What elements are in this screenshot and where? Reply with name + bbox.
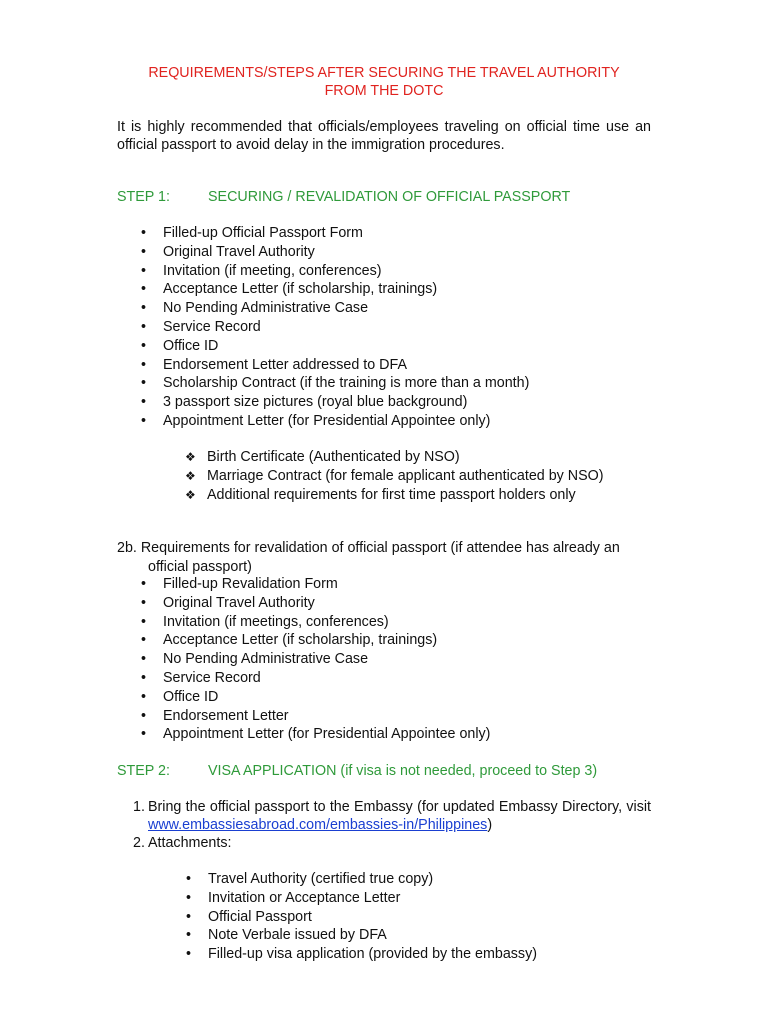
list-item: • Invitation (if meeting, conferences) (117, 262, 529, 281)
list-item: • Scholarship Contract (if the training is more than a month) (117, 374, 529, 393)
visa-step-1-number: 1. (133, 799, 145, 815)
step2b-requirements-list (117, 575, 490, 744)
step2b-intro (117, 539, 657, 577)
visa-step-1-end: ) (487, 817, 493, 833)
list-item: • Travel Authority (certified true copy) (162, 870, 537, 889)
list-item: • Filled-up Revalidation Form (117, 575, 490, 594)
embassy-directory-link[interactable]: www.embassiesabroad.com/embassies-in/Philippines (148, 817, 488, 833)
step2b-intro-line-2: official passport) (148, 558, 252, 575)
list-item: • No Pending Administrative Case (117, 650, 490, 669)
visa-step-2-number: 2. (133, 835, 145, 851)
step2-number: STEP 2: (117, 763, 170, 779)
visa-step-1 (117, 798, 651, 834)
visa-steps-list (117, 798, 651, 852)
list-item: • Invitation or Acceptance Letter (162, 889, 537, 908)
step1-title: SECURING / REVALIDATION OF OFFICIAL PASSPORT (208, 189, 571, 205)
list-item: ❖ Marriage Contract (for female applicant authenticated by NSO) (185, 467, 604, 486)
visa-step-2-text: Attachments: (148, 835, 232, 851)
list-item: • Service Record (117, 669, 490, 688)
intro-paragraph: It is highly recommended that officials/employees traveling on official time use an official passport to avoid delay in the immigration procedures. (117, 119, 651, 153)
first-time-requirements-list (185, 448, 604, 504)
list-item: • Endorsement Letter addressed to DFA (117, 356, 529, 375)
list-item: • Invitation (if meetings, conferences) (117, 613, 490, 632)
list-item: • Filled-up visa application (provided by the embassy) (162, 945, 537, 964)
list-item: • Original Travel Authority (117, 594, 490, 613)
step1-heading (117, 188, 570, 206)
list-item: • Endorsement Letter (117, 707, 490, 726)
list-item: • Service Record (117, 318, 529, 337)
list-item: • Original Travel Authority (117, 243, 529, 262)
step1-number: STEP 1: (117, 189, 170, 205)
step2-title: VISA APPLICATION (if visa is not needed, proceed to Step 3) (208, 763, 598, 779)
visa-step-2 (117, 834, 651, 852)
step2b-intro-line-1: 2b. Requirements for revalidation of official passport (if attendee has already an (117, 540, 620, 556)
list-item: • Appointment Letter (for Presidential Appointee only) (117, 412, 529, 431)
step2-heading (117, 762, 597, 780)
list-item: • Acceptance Letter (if scholarship, trainings) (117, 280, 529, 299)
list-item: ❖ Additional requirements for first time passport holders only (185, 486, 604, 505)
list-item: • 3 passport size pictures (royal blue background) (117, 393, 529, 412)
title-line-1: REQUIREMENTS/STEPS AFTER SECURING THE TRAVEL AUTHORITY (148, 65, 620, 81)
list-item: • Appointment Letter (for Presidential Appointee only) (117, 725, 490, 744)
title-line-2: FROM THE DOTC (324, 83, 444, 99)
attachments-list (162, 870, 537, 964)
list-item: • Filled-up Official Passport Form (117, 224, 529, 243)
document-title (0, 64, 768, 100)
list-item: • Official Passport (162, 908, 537, 927)
list-item: • Acceptance Letter (if scholarship, trainings) (117, 631, 490, 650)
step1-requirements-list (117, 224, 529, 431)
visa-step-1-text: Bring the official passport to the Embassy (for updated Embassy Directory, visit (148, 799, 651, 815)
list-item: • Office ID (117, 337, 529, 356)
list-item: • Note Verbale issued by DFA (162, 926, 537, 945)
list-item: • No Pending Administrative Case (117, 299, 529, 318)
list-item: ❖ Birth Certificate (Authenticated by NSO) (185, 448, 604, 467)
list-item: • Office ID (117, 688, 490, 707)
